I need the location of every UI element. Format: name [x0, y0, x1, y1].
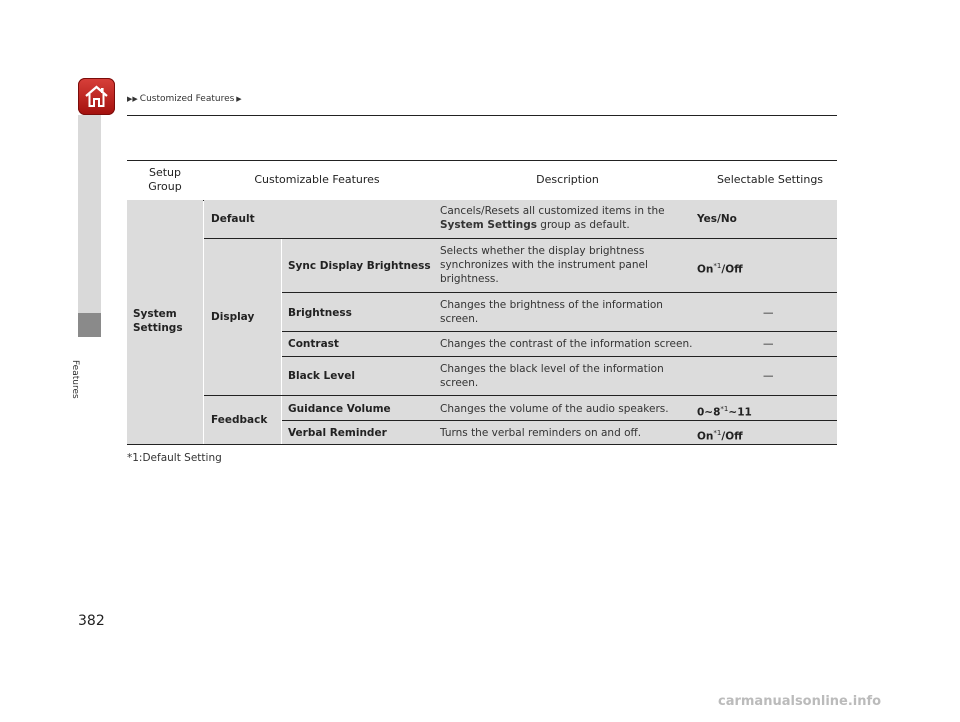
side-tab-features[interactable] [78, 313, 101, 337]
feedback-label: Feedback [211, 414, 268, 426]
side-bar [78, 115, 101, 337]
setting-volume-max: ~11 [728, 406, 752, 419]
setting-sync-on: On [697, 263, 714, 276]
header-selectable-settings: Selectable Settings [716, 173, 824, 186]
feature-black-level: Black Level [288, 370, 355, 382]
group-label: System Settings [133, 308, 183, 334]
page-number: 382 [78, 613, 105, 629]
feature-contrast: Contrast [288, 338, 339, 350]
desc-default [440, 204, 670, 232]
header-description: Description [536, 173, 599, 186]
setting-volume-sup: *1 [720, 405, 729, 413]
rule-after-sync [282, 292, 837, 293]
desc-sync-display-brightness: Selects whether the display brightness synchronizes with the instrument panel brightness. [440, 245, 648, 285]
display-label: Display [211, 311, 255, 323]
setting-sync-sup: *1 [713, 262, 722, 270]
setting-verbal-off: /Off [721, 430, 743, 443]
rule-after-contrast [282, 356, 837, 357]
table-header [127, 160, 837, 201]
desc-default-line1: Cancels/Resets all customized items in the [440, 205, 665, 217]
breadcrumb-link[interactable]: Customized Features [139, 94, 235, 104]
breadcrumb-arrows-icon: ▶▶ [127, 95, 138, 103]
breadcrumb [127, 94, 242, 104]
setting-verbal-on: On [697, 430, 714, 443]
setting-guidance-volume [697, 402, 752, 420]
desc-verbal-reminder: Turns the verbal reminders on and off. [440, 427, 642, 439]
footnote: *1:Default Setting [127, 452, 222, 464]
setting-contrast: — [763, 338, 774, 350]
header-rule [127, 115, 837, 116]
setting-black-level: — [763, 370, 774, 382]
header-setup-group: Setup Group [148, 166, 182, 193]
desc-black-level: Changes the black level of the information screen. [440, 363, 664, 389]
setting-verbal-reminder [697, 426, 743, 444]
side-label: Features [70, 360, 80, 399]
header-customizable-features: Customizable Features [254, 173, 380, 186]
home-icon [83, 83, 110, 110]
feature-default: Default [211, 213, 255, 225]
desc-default-bold: System Settings [440, 219, 537, 231]
rule-after-default [204, 238, 837, 239]
feature-guidance-volume: Guidance Volume [288, 403, 391, 415]
setting-sync-display-brightness [697, 259, 743, 277]
watermark: carmanualsonline.info [718, 694, 882, 709]
desc-contrast: Changes the contrast of the information screen. [440, 338, 693, 350]
desc-guidance-volume: Changes the volume of the audio speakers. [440, 403, 669, 415]
feature-sync-display-brightness: Sync Display Brightness [288, 260, 431, 272]
setting-verbal-sup: *1 [713, 429, 722, 437]
setting-brightness: — [763, 307, 774, 319]
rule-after-brightness [282, 331, 837, 332]
feature-brightness: Brightness [288, 307, 352, 319]
feature-verbal-reminder: Verbal Reminder [288, 427, 387, 439]
setting-volume-min: 0~8 [697, 406, 721, 419]
home-button[interactable] [78, 78, 115, 115]
desc-brightness: Changes the brightness of the information screen. [440, 299, 663, 325]
rule-after-guidance [282, 420, 837, 421]
table-bottom-rule [127, 444, 837, 445]
breadcrumb-arrow-icon: ▶ [236, 95, 242, 103]
rule-after-display [204, 395, 837, 396]
setting-sync-off: /Off [721, 263, 743, 276]
setting-default: Yes/No [697, 213, 737, 225]
desc-default-rest: group as default. [536, 219, 630, 231]
